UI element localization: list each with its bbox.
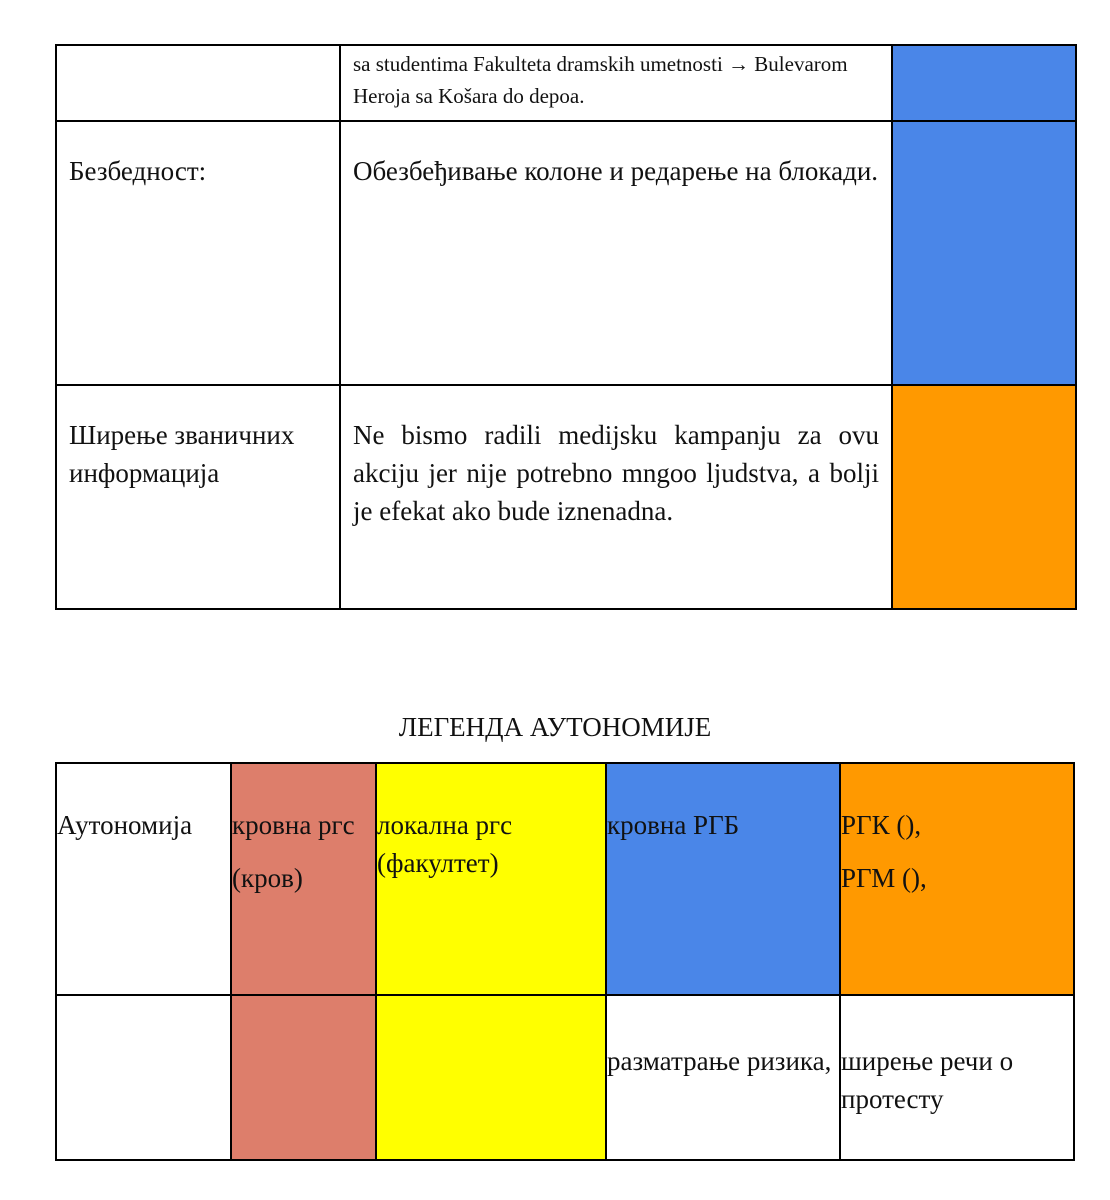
legend-label: Аутономија (56, 763, 231, 995)
row-description: Ne bismo radili medijsku kampanju za ovu akciju jer nije potrebno mngoo ljudstva, a bolji je efekat ako bude iznenadna. (340, 385, 892, 609)
row-description: Обезбеђивање колоне и редарење на блокади. (340, 121, 892, 385)
status-color-cell (892, 385, 1076, 609)
legend-cell (231, 995, 376, 1160)
activity-table (55, 44, 1077, 610)
status-color-cell (892, 45, 1076, 121)
legend-cell: разматрање ризика, (606, 995, 840, 1160)
legend-lokalna-rgs (376, 763, 606, 995)
table-row (56, 45, 1076, 121)
table-row (56, 385, 1076, 609)
row-label (56, 45, 340, 121)
legend-text: РГМ (), (841, 863, 927, 893)
legend-text: РГК (), (841, 810, 922, 840)
row-label: Безбедност: (56, 121, 340, 385)
legend-table (55, 762, 1075, 1161)
legend-cell: ширење речи о протесту (840, 995, 1074, 1160)
legend-row (56, 995, 1074, 1160)
legend-header-row (56, 763, 1074, 995)
row-description: sa studentima Fakulteta dramskih umetnosti → Bulevarom Heroja sa Košara do depoa. (340, 45, 892, 121)
status-color-cell (892, 121, 1076, 385)
legend-text: (кров) (232, 863, 303, 893)
legend-krovna-rgb (606, 763, 840, 995)
legend-text: кровна РГБ (607, 810, 740, 840)
legend-text: локална ргс (факултет) (377, 810, 513, 878)
legend-kovna-rgs (231, 763, 376, 995)
legend-cell (56, 995, 231, 1160)
legend-rgk-rgm (840, 763, 1074, 995)
legend-text: кровна ргс (232, 810, 355, 840)
table-row (56, 121, 1076, 385)
row-label: Ширење званичних информација (56, 385, 340, 609)
legend-title: ЛЕГЕНДА АУТОНОМИЈЕ (398, 712, 712, 742)
legend-cell (376, 995, 606, 1160)
